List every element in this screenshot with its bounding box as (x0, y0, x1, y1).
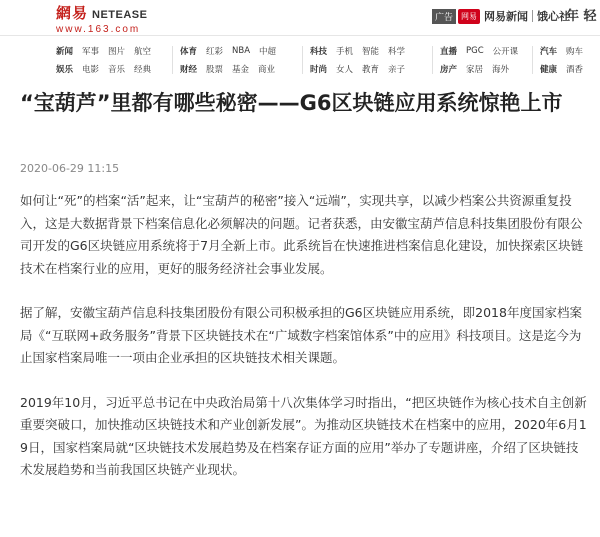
nav-link[interactable]: 智能 (362, 47, 380, 57)
nav-link[interactable]: 军事 (82, 47, 100, 57)
nav-separator (172, 46, 173, 74)
news-app-badge: 网易 (458, 9, 480, 24)
nav-link[interactable]: 亲子 (388, 65, 406, 75)
nav-link[interactable]: 公开课 (492, 47, 519, 57)
ad-label: 广告 (432, 9, 456, 24)
nav-group (310, 42, 414, 78)
nav-row (440, 42, 527, 60)
nav-link[interactable]: 图片 (108, 47, 126, 57)
nav-link[interactable]: 教育 (362, 65, 380, 75)
nav-link[interactable]: 女人 (336, 65, 354, 75)
nav-link[interactable]: PGC (466, 46, 484, 56)
nav-group (56, 42, 160, 78)
nav-row (540, 42, 592, 60)
nav-link[interactable]: 股票 (206, 65, 224, 75)
article-paragraph: 据了解，安徽宝葫芦信息科技集团股份有限公司积极承担的G6区块链应用系统，即2018年度国家档案局《“互联网+政务服务”背景下区块链技术在“广域数字档案馆体系”中的应用》科技项目。这是迄今为止国家档案局唯一一项由企业承担的区块链技术相关课题。 (20, 305, 582, 365)
logo-url: www.163.com (56, 24, 141, 35)
nav-separator (302, 46, 303, 74)
nav-link[interactable]: 中超 (259, 47, 277, 57)
article-paragraph: 如何让“死”的档案“活”起来，让“宝葫芦的秘密”接入“远端”，实现共享，以减少档案公共资源重复投入，这是大数据背景下档案信息化必须解决的问题。记者获悉，由安徽宝葫芦信息科技集团股份有限公司开发的G6区块链应用系统将于7月全新上市。此系统旨在快速推进档案信息化建设，加快探索区块链技术在档案行业的应用，更好的服务经济社会事业发展。 (20, 193, 584, 276)
news-app-name: 网易新闻 (484, 10, 529, 23)
nav-group (180, 42, 285, 78)
nav-link[interactable]: 科技 (310, 47, 328, 57)
nav-link[interactable]: 健康 (540, 65, 558, 75)
nav-link[interactable]: 房产 (440, 65, 458, 75)
nav-link[interactable]: 家居 (466, 65, 484, 75)
logo-english: NETEASE (92, 9, 148, 21)
nav-group (540, 42, 592, 78)
site-header (0, 0, 600, 36)
article-date: 2020-06-29 11:15 (20, 162, 120, 175)
nav-link[interactable]: 酒香 (566, 65, 584, 75)
nav-row (310, 42, 414, 60)
nav-link[interactable]: 科学 (388, 47, 406, 57)
nav-link[interactable]: 娱乐 (56, 65, 74, 75)
nav-row (540, 60, 592, 78)
news-app-slogan: 饿心社 (537, 10, 571, 23)
nav-row (440, 60, 527, 78)
nav-link[interactable]: 财经 (180, 65, 198, 75)
nav-row (310, 60, 414, 78)
channel-nav (56, 42, 600, 78)
article-title: “宝葫芦”里都有哪些秘密——G6区块链应用系统惊艳上市 (20, 91, 563, 115)
nav-link[interactable]: 经典 (134, 65, 152, 75)
nav-link[interactable]: 新闻 (56, 47, 74, 57)
nav-link[interactable]: 购车 (566, 47, 584, 57)
ad-divider (532, 10, 533, 22)
header-ad-slogan: 年 轻 (566, 9, 597, 24)
nav-row (180, 60, 285, 78)
nav-link[interactable]: 基金 (232, 65, 250, 75)
nav-link[interactable]: 汽车 (540, 47, 558, 57)
nav-row (56, 60, 160, 78)
nav-link[interactable]: 航空 (134, 47, 152, 57)
nav-group (440, 42, 527, 78)
nav-separator (532, 46, 533, 74)
nav-link[interactable]: 手机 (336, 47, 354, 57)
header-ad[interactable] (432, 6, 570, 26)
nav-link[interactable]: 电影 (82, 65, 100, 75)
nav-row (180, 42, 285, 60)
nav-link[interactable]: 红彩 (206, 47, 224, 57)
nav-link[interactable]: 直播 (440, 47, 458, 57)
article-body (20, 190, 590, 504)
article-paragraph: 2019年10月，习近平总书记在中央政治局第十八次集体学习时指出，“把区块链作为核心技术自主创新重要突破口，加快推动区块链技术和产业创新发展”。为推动区块链技术在档案中的应用，2020年6月19日，国家档案局就“区块链技术发展趋势及在档案存证方面的应用”举办了专题讲座，介绍了区块链技术发展趋势和当前我国区块链产业现状。 (20, 394, 587, 477)
netease-logo[interactable] (56, 2, 147, 35)
nav-link[interactable]: 音乐 (108, 65, 126, 75)
nav-row (56, 42, 160, 60)
nav-link[interactable]: 商业 (258, 65, 276, 75)
nav-separator (432, 46, 433, 74)
nav-link[interactable]: 体育 (180, 47, 198, 57)
logo-chinese: 網易 (56, 4, 89, 22)
nav-link[interactable]: 海外 (492, 65, 510, 75)
nav-link[interactable]: NBA (232, 46, 251, 56)
nav-link[interactable]: 时尚 (310, 65, 328, 75)
